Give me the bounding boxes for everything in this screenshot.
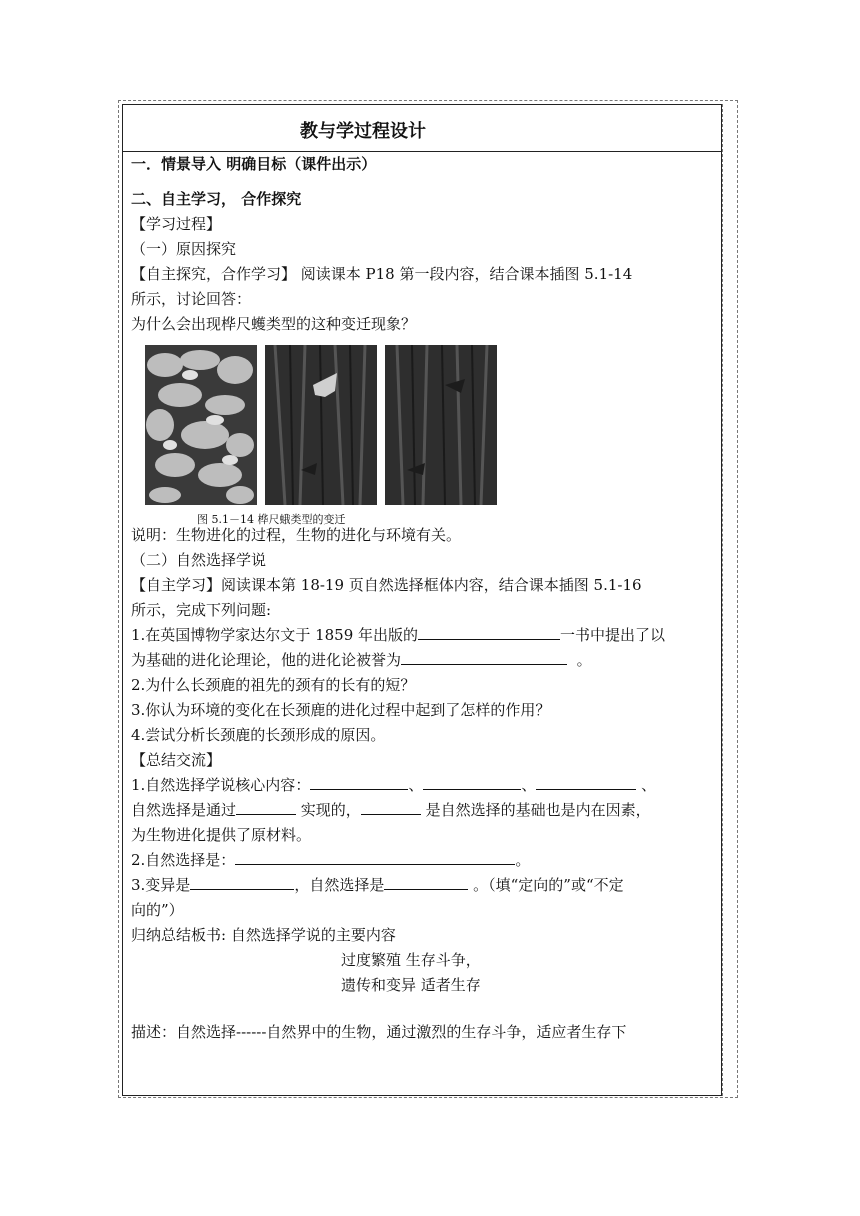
section-intro: 一．情景导入 明确目标（课件出示） xyxy=(131,155,377,173)
board-row-2: 遗传和变异 适者生存 xyxy=(341,976,481,994)
section-self-study: 二、自主学习， 合作探究 xyxy=(131,190,302,208)
blank-core-3[interactable] xyxy=(536,773,636,790)
summary-3-cont: 向的”） xyxy=(131,901,184,919)
blank-book-title[interactable] xyxy=(418,623,560,640)
question-1-text-c: 为基础的进化论理论，他的进化论被誉为 xyxy=(131,651,402,669)
summary-3-text-c: 。（填“定向的”或“不定 xyxy=(473,876,624,894)
blank-core-1[interactable] xyxy=(310,773,408,790)
explanation: 说明：生物进化的过程，生物的进化与环境有关。 xyxy=(131,526,462,544)
summary-1-text-b: 自然选择是通过 xyxy=(131,801,237,819)
instruction-1-cont: 所示，讨论回答： xyxy=(131,290,252,308)
page-title: 教与学过程设计 xyxy=(300,121,426,142)
dark-bark-dark-moth-photo xyxy=(385,345,497,505)
summary-1 xyxy=(131,773,714,798)
blank-variation[interactable] xyxy=(190,873,294,890)
question-moth: 为什么会出现桦尺蠖类型的这种变迁现象？ xyxy=(131,315,417,333)
blank-definition[interactable] xyxy=(235,848,515,865)
board-row-1: 过度繁殖 生存斗争， xyxy=(341,951,481,969)
instruction-2-cont: 所示，完成下列问题: xyxy=(131,601,272,619)
summary-2-text-a: 2.自然选择是： xyxy=(131,851,236,869)
board-summary: 归纳总结板书: 自然选择学说的主要内容 xyxy=(131,926,396,944)
right-column-line xyxy=(722,104,723,1096)
heading-cause: （一）原因探究 xyxy=(131,240,237,258)
question-4: 4.尝试分析长颈鹿的长颈形成的原因。 xyxy=(131,726,386,744)
summary-3 xyxy=(131,873,714,898)
question-1-text-a: 1.在英国博物学家达尔文于 1859 年出版的 xyxy=(131,626,419,644)
separator-2: 、 xyxy=(521,776,537,794)
instruction-2: 【自主学习】阅读课本第 18-19 页自然选择框体内容，结合课本插图 5.1-16 xyxy=(131,576,642,594)
separator-3: 、 xyxy=(641,776,657,794)
summary-3-text-b: ，自然选择是 xyxy=(294,876,385,894)
heading-process: 【学习过程】 xyxy=(131,215,222,233)
heading-natural-selection: （二）自然选择学说 xyxy=(131,551,267,569)
question-1 xyxy=(131,623,714,648)
question-3: 3.你认为环境的变化在长颈鹿的进化过程中起到了怎样的作用？ xyxy=(131,701,551,719)
summary-1-text-a: 1.自然选择学说核心内容： xyxy=(131,776,311,794)
question-1-text-d: 。 xyxy=(576,651,592,669)
moth-figure xyxy=(131,345,714,526)
separator-1: 、 xyxy=(408,776,424,794)
instruction-1: 【自主探究，合作学习】 阅读课本 P18 第一段内容，结合课本插图 5.1-14 xyxy=(131,265,633,283)
dark-bark-light-moth-photo xyxy=(265,345,377,505)
summary-3-text-a: 3.变异是 xyxy=(131,876,191,894)
figure-caption: 图 5.1－14 桦尺蛾类型的变迁 xyxy=(197,513,346,526)
summary-2 xyxy=(131,848,714,873)
summary-1-cont xyxy=(131,798,714,823)
summary-2-text-b: 。 xyxy=(515,851,531,869)
lichen-bark-photo xyxy=(145,345,257,505)
blank-basis[interactable] xyxy=(361,798,421,815)
heading-summary: 【总结交流】 xyxy=(131,751,222,769)
blank-mechanism[interactable] xyxy=(236,798,296,815)
blank-praise[interactable] xyxy=(401,648,567,665)
question-2: 2.为什么长颈鹿的祖先的颈有的长有的短？ xyxy=(131,676,416,694)
blank-core-2[interactable] xyxy=(423,773,521,790)
summary-1-end: 为生物进化提供了原材料。 xyxy=(131,826,312,844)
question-1-cont xyxy=(131,648,714,673)
blank-selection[interactable] xyxy=(384,873,468,890)
content-body xyxy=(131,152,714,1045)
summary-1-text-d: 是自然选择的基础也是内在因素， xyxy=(425,801,651,819)
summary-1-text-c: 实现的， xyxy=(300,801,361,819)
description: 描述：自然选择------自然界中的生物，通过激烈的生存斗争，适应者生存下 xyxy=(131,1023,627,1041)
question-1-text-b: 一书中提出了以 xyxy=(560,626,666,644)
